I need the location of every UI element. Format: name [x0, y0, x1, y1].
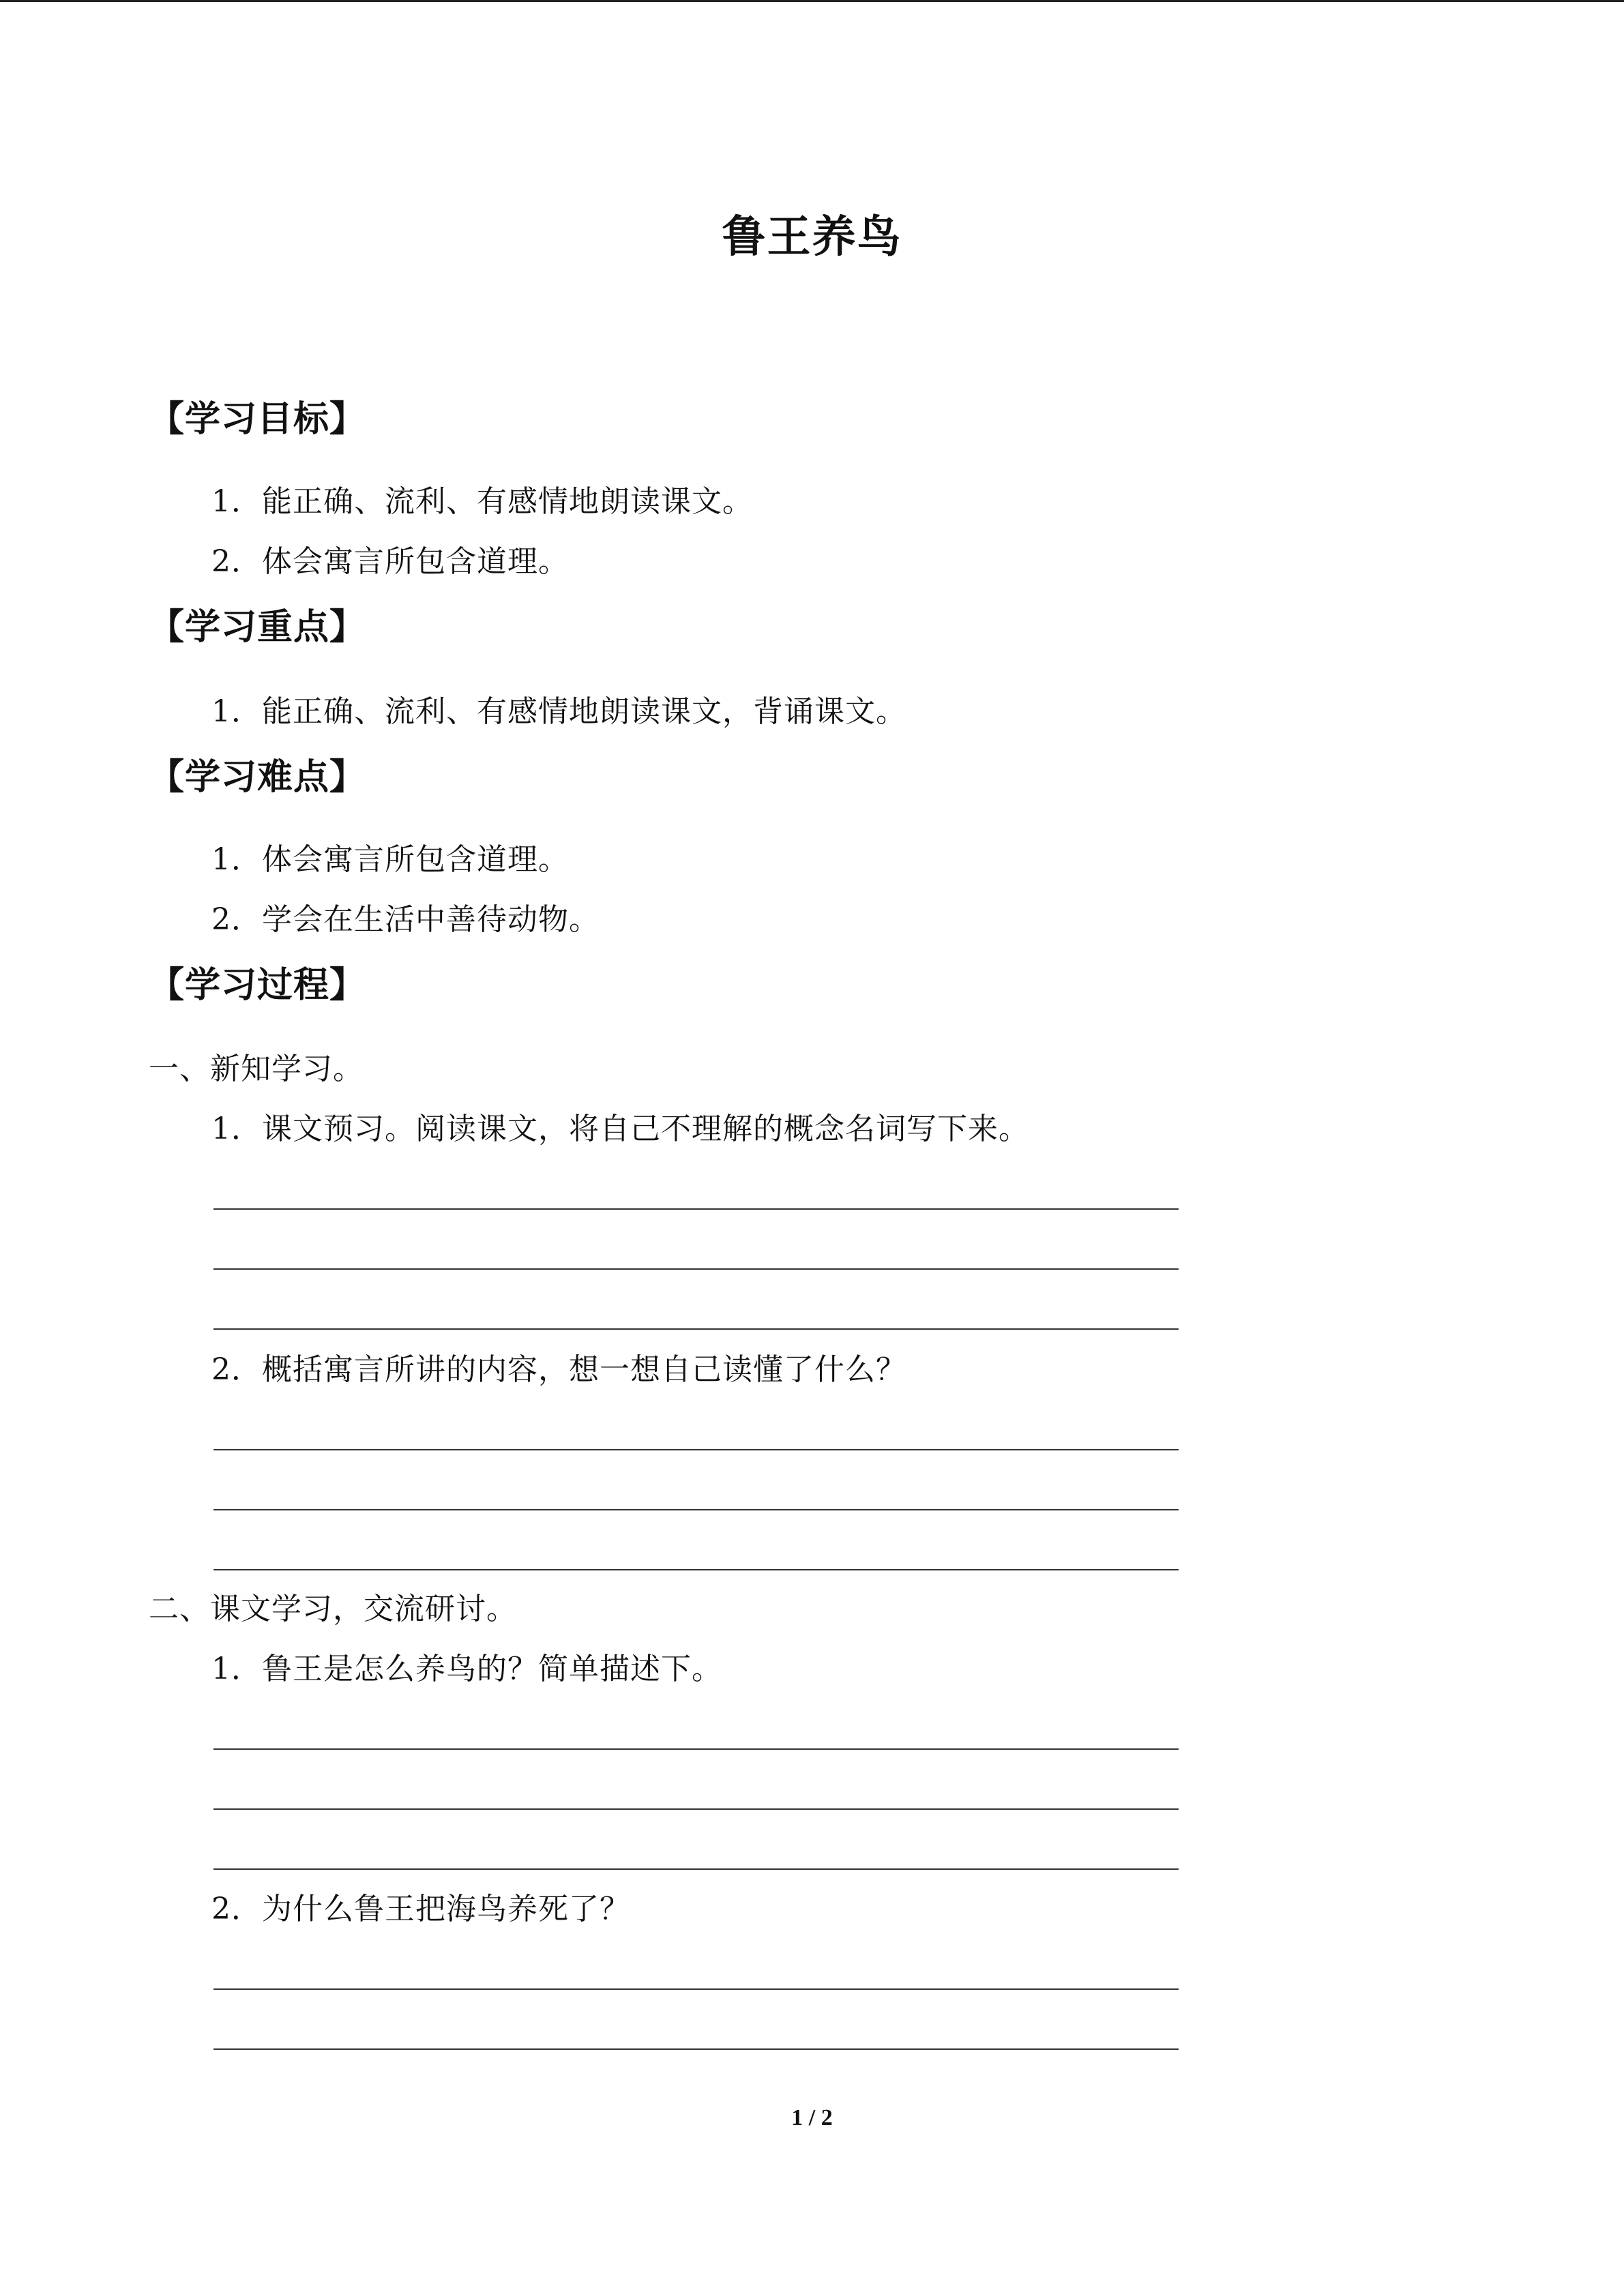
answer-line	[213, 1748, 1179, 1750]
heading-learning-goals: 【学习目标】	[149, 399, 366, 440]
page-number: 1 / 2	[791, 2105, 833, 2130]
answer-line	[213, 1449, 1179, 1450]
goal-item-1: 1．能正确、流利、有感情地朗读课文。	[211, 484, 753, 519]
answer-line	[213, 1569, 1179, 1570]
part2-title: 二、课文学习，交流研讨。	[149, 1592, 517, 1626]
answer-line	[213, 2048, 1179, 2050]
part2-question-2: 2．为什么鲁王把海鸟养死了？	[211, 1892, 630, 1926]
answer-line	[213, 1208, 1179, 1210]
answer-line	[213, 1328, 1179, 1330]
answer-line	[213, 1808, 1179, 1810]
heading-learning-process: 【学习过程】	[149, 965, 366, 1006]
answer-line	[213, 1988, 1179, 1990]
part1-question-2: 2．概括寓言所讲的内容，想一想自己读懂了什么？	[211, 1352, 906, 1387]
document-title: 鲁王养鸟	[722, 212, 902, 263]
answer-line	[213, 1268, 1179, 1270]
heading-learning-focus: 【学习重点】	[149, 607, 366, 648]
goal-item-2: 2．体会寓言所包含道理。	[211, 544, 569, 579]
part1-question-1: 1．课文预习。阅读课文，将自己不理解的概念名词写下来。	[211, 1112, 1029, 1146]
answer-line	[213, 1868, 1179, 1870]
difficulty-item-1: 1．体会寓言所包含道理。	[211, 842, 569, 877]
difficulty-item-2: 2．学会在生活中善待动物。	[211, 902, 600, 937]
focus-item-1: 1．能正确、流利、有感情地朗读课文，背诵课文。	[211, 694, 906, 729]
part2-question-1: 1．鲁王是怎么养鸟的？简单描述下。	[211, 1652, 722, 1686]
heading-learning-difficulties: 【学习难点】	[149, 757, 366, 798]
part1-title: 一、新知学习。	[149, 1052, 364, 1086]
answer-line	[213, 1509, 1179, 1510]
